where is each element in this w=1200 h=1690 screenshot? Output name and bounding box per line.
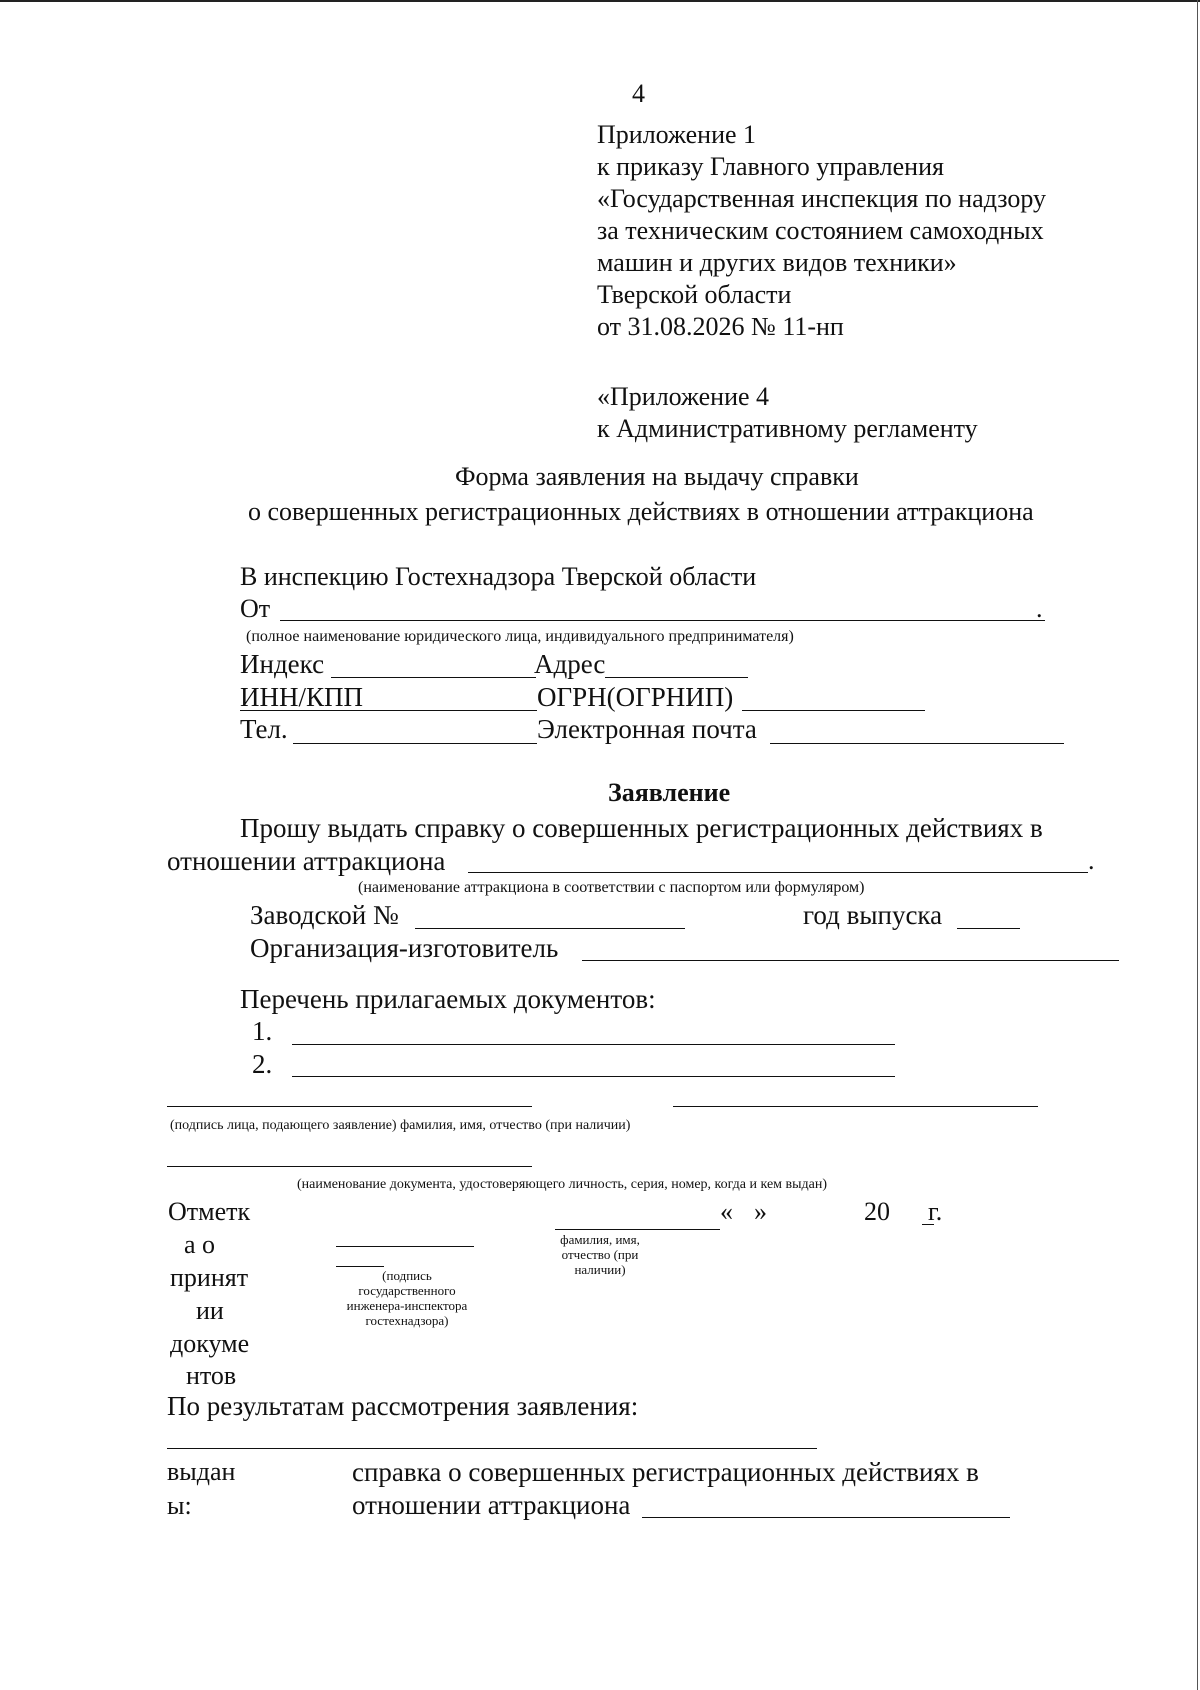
appendix-line: «Государственная инспекция по надзору	[597, 184, 1047, 213]
statement-line: Прошу выдать справку о совершенных регистрационных действиях в	[240, 813, 1043, 843]
fio-accept-field[interactable]	[555, 1229, 720, 1230]
issued-label-line: выдан	[167, 1457, 236, 1486]
document-item-field[interactable]	[292, 1076, 895, 1077]
inspector-caption: (подпись государственного инженера-инспектора гостехнадзора)	[346, 1268, 468, 1328]
appendix-line: Тверской области	[597, 280, 792, 309]
acceptance-label-line: ии	[196, 1296, 224, 1325]
id-document-caption: (наименование документа, удостоверяющего личность, серия, номер, когда и кем выдан)	[297, 1177, 828, 1192]
acceptance-label-line: принят	[170, 1263, 249, 1292]
issued-text: отношении аттракциона	[352, 1490, 631, 1520]
page-right-border	[1197, 0, 1198, 1690]
acceptance-label-line: докуме	[170, 1329, 250, 1358]
address-label: Адрес	[534, 649, 606, 679]
reglament-line: к Административному регламенту	[597, 414, 978, 443]
year-suffix: г.	[928, 1197, 943, 1226]
inn-field[interactable]	[240, 710, 537, 711]
from-label: От	[240, 594, 271, 623]
year-field[interactable]	[957, 928, 1020, 929]
issued-label-line: ы:	[167, 1491, 192, 1520]
index-field[interactable]	[331, 677, 536, 678]
appendix-line: к приказу Главного управления	[597, 152, 944, 181]
form-title: Форма заявления на выдачу справки	[455, 462, 859, 491]
from-end: .	[1036, 594, 1043, 623]
serial-label: Заводской №	[250, 900, 399, 930]
from-caption: (полное наименование юридического лица, индивидуального предпринимателя)	[246, 628, 794, 645]
issued-text: справка о совершенных регистрационных действиях в	[352, 1457, 979, 1487]
acceptance-label-line: а о	[184, 1230, 216, 1259]
document-item-number: 2.	[252, 1049, 273, 1079]
document-item-number: 1.	[252, 1016, 273, 1046]
page-top-border	[0, 0, 1200, 2]
year-field[interactable]	[922, 1224, 934, 1225]
address-field[interactable]	[605, 677, 748, 678]
fio-field[interactable]	[673, 1106, 1038, 1107]
inspector-signature-field-cont[interactable]	[336, 1266, 384, 1267]
from-field[interactable]	[280, 620, 1045, 621]
serial-field[interactable]	[415, 928, 685, 929]
appendix-line: Приложение 1	[597, 120, 757, 149]
appendix-line: от 31.08.2026 № 11-нп	[597, 312, 844, 341]
appendix-line: за техническим состоянием самоходных	[597, 216, 1044, 245]
result-heading: По результатам рассмотрения заявления:	[167, 1391, 639, 1421]
appendix-line: машин и других видов техники»	[597, 248, 957, 277]
page-number: 4	[632, 79, 645, 108]
attraction-field[interactable]	[468, 872, 1088, 873]
statement-heading: Заявление	[608, 778, 731, 807]
attraction-label: отношении аттракциона	[167, 846, 446, 876]
issued-attraction-field[interactable]	[642, 1517, 1010, 1518]
ogrn-field[interactable]	[742, 710, 925, 711]
signature-field[interactable]	[167, 1106, 532, 1107]
tel-label: Тел.	[240, 714, 288, 744]
date-close-quote: »	[754, 1197, 767, 1226]
acceptance-label-line: нтов	[186, 1361, 237, 1390]
documents-heading: Перечень прилагаемых документов:	[240, 984, 656, 1014]
result-field[interactable]	[167, 1448, 817, 1449]
acceptance-label-line: Отметк	[168, 1197, 251, 1226]
inspector-signature-field[interactable]	[336, 1246, 474, 1247]
form-title: о совершенных регистрационных действиях в отношении аттракциона	[248, 497, 1034, 526]
reglament-line: «Приложение 4	[597, 382, 770, 411]
tel-field[interactable]	[293, 743, 537, 744]
signature-caption: (подпись лица, подающего заявление) фамилия, имя, отчество (при наличии)	[170, 1118, 631, 1133]
document-item-field[interactable]	[292, 1044, 895, 1045]
inn-label: ИНН/КПП	[240, 682, 364, 712]
year-prefix: 20	[864, 1197, 890, 1226]
ogrn-label: ОГРН(ОГРНИП)	[537, 682, 734, 712]
addressee-to: В инспекцию Гостехнадзора Тверской области	[240, 562, 757, 591]
email-label: Электронная почта	[537, 714, 757, 744]
attraction-end: .	[1088, 846, 1095, 875]
date-open-quote: «	[720, 1197, 733, 1226]
manufacturer-field[interactable]	[582, 960, 1119, 961]
index-label: Индекс	[240, 649, 325, 679]
email-field[interactable]	[770, 743, 1064, 744]
attraction-caption: (наименование аттракциона в соответствии с паспортом или формуляром)	[358, 879, 865, 896]
fio-accept-caption: фамилия, имя, отчество (при наличии)	[560, 1232, 640, 1277]
year-label: год выпуска	[803, 900, 943, 930]
id-document-field[interactable]	[167, 1166, 532, 1167]
manufacturer-label: Организация-изготовитель	[250, 933, 559, 963]
